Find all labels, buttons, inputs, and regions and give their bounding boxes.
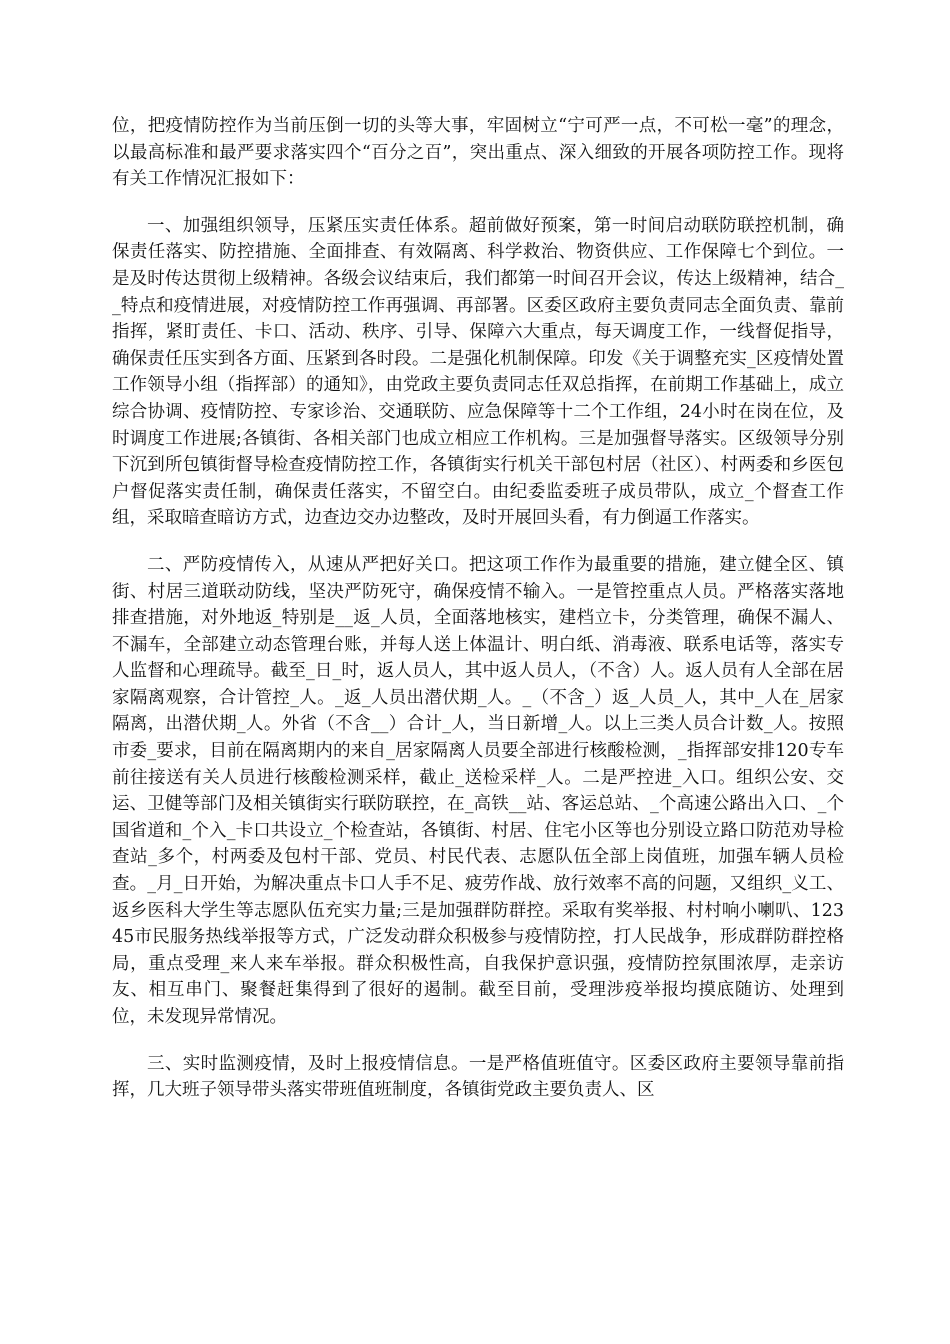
paragraph-intro: 位，把疫情防控作为当前压倒一切的头等大事，牢固树立“宁可严一点，不可松一毫”的理念，以最高标准和最严要求落实四个“百分之百”，突出重点、深入细致的开展各项防控工作。现将有关工作情况汇报如下： [112,116,844,190]
paragraph-section-3: 三、实时监测疫情，及时上报疫情信息。一是严格值班值守。区委区政府主要领导靠前指挥，几大班子领导带头落实带班值班制度，各镇街党政主要负责人、区 [112,1053,844,1101]
paragraph-section-1: 一、加强组织领导，压紧压实责任体系。超前做好预案，第一时间启动联防联控机制，确保责任落实、防控措施、全面排查、有效隔离、科学救治、物资供应、工作保障七个到位。一是及时传达贯彻上级精神。各级会议结束后，我们都第一时间召开会议，传达上级精神，结合__特点和疫情进展，对疫情防控工作再强调、再部署。区委区政府主要负责同志全面负责、靠前指挥，紧盯责任、卡口、活动、秩序、引导、保障六大重点，每天调度工作，一线督促指导，确保责任压实到各方面、压紧到各时段。二是强化机制保障。印发《关于调整充实_区疫情处置工作领导小组（指挥部）的通知》，由党政主要负责同志任双总指挥，在前期工作基础上，成立综合协调、疫情防控、专家诊治、交通联防、应急保障等十二个工作组，24小时在岗在位，及时调度工作进展;各镇街、各相关部门也成立相应工作机构。三是加强督导落实。区级领导分别下沉到所包镇街督导检查疫情防控工作，各镇街实行机关干部包村居（社区）、村两委和乡医包户督促落实责任制，确保责任落实，不留空白。由纪委监委班子成员带队，成立_个督查工作组，采取暗查暗访方式，边查边交办边整改，及时开展回头看，有力倒逼工作落实。 [112,215,844,529]
paragraph-section-2: 二、严防疫情传入，从速从严把好关口。把这项工作作为最重要的措施，建立健全区、镇街、村居三道联动防线，坚决严防死守，确保疫情不输入。一是管控重点人员。严格落实落地排查措施，对外地返_特别是__返_人员，全面落地核实，建档立卡，分类管理，确保不漏人、不漏车，全部建立动态管理台账，并每人送上体温计、明白纸、消毒液、联系电话等，落实专人监督和心理疏导。截至_日_时，返人员人，其中返人员人，（不含）人。返人员有人全部在居家隔离观察，合计管控_人。_返_人员出潜伏期_人。_（不含_）返_人员_人，其中_人在_居家隔离，出潜伏期_人。外省（不含__）合计_人，当日新增_人。以上三类人员合计数_人。按照市委_要求，目前在隔离期内的来自_居家隔离人员要全部进行核酸检测，_指挥部安排120专车前往接送有关人员进行核酸检测采样，截止_送检采样_人。二是严控进_入口。组织公安、交运、卫健等部门及相关镇街实行联防联控，在_高铁__站、客运总站、_个高速公路出入口、_个国省道和_个入_卡口共设立_个检查站，各镇街、村居、住宅小区等也分别设立路口防范劝导检查站_多个，村两委及包村干部、党员、村民代表、志愿队伍全部上岗值班，加强车辆人员检查。_月_日开始，为解决重点卡口人手不足、疲劳作战、放行效率不高的问题，又组织_义工、返乡医科大学生等志愿队伍充实力量;三是加强群防群控。采取有奖举报、村村响小喇叭、12345市民服务热线举报等方式，广泛发动群众积极参与疫情防控，打人民战争，形成群防群控格局，重点受理_来人来车举报。群众积极性高，自我保护意识强，疫情防控氛围浓厚，走亲访友、相互串门、聚餐赶集得到了很好的遏制。截至目前，受理涉疫举报均摸底随访、处理到位，未发现异常情况。 [112,554,844,1027]
document-body [112,113,844,1124]
